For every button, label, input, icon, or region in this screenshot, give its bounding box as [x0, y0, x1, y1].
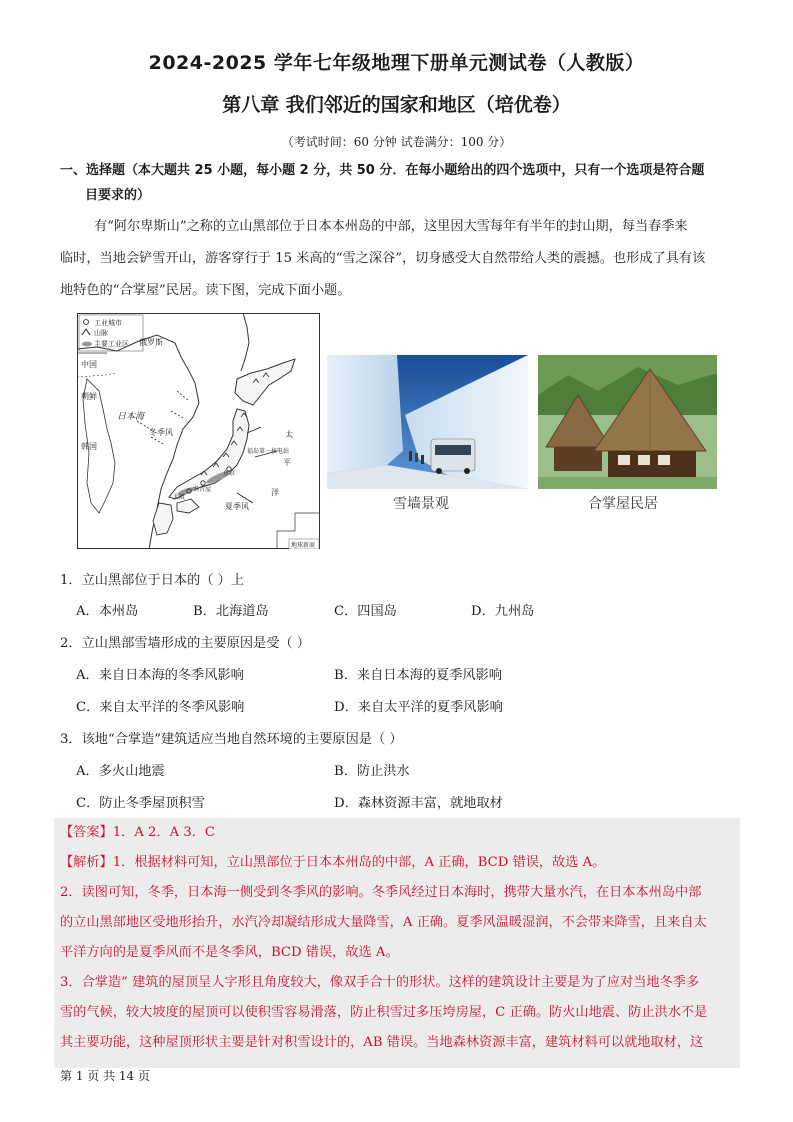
label-tokyo: 东京	[223, 470, 236, 477]
label-osaka: 大阪	[173, 494, 186, 501]
legend-industrial: 主要工业区	[94, 340, 129, 348]
reading-passage	[60, 211, 744, 307]
tourist	[421, 455, 424, 464]
label-summer-wind: 夏季风	[225, 502, 249, 511]
answer-key: 【答案】1．A 2．A 3．C	[60, 825, 216, 840]
label-russia: 俄罗斯	[139, 338, 163, 347]
q3-option-c[interactable]: C．防止冬季屋顶积雪	[76, 796, 205, 811]
q1-option-c[interactable]: C．四国岛	[334, 604, 397, 619]
q2-option-a[interactable]: A．来自日本海的冬季风影响	[76, 668, 244, 683]
chapter-subtitle: 第八章 我们邻近的国家和地区（培优卷）	[222, 94, 571, 116]
q3-option-d[interactable]: D．森林资源丰富，就地取材	[334, 796, 503, 811]
passage-line1: 有“阿尔卑斯山”之称的立山黑部位于日本本州岛的中部，这里因大雪每年有半年的封山期，每当春季来	[94, 219, 688, 234]
analysis-line: 平洋方向的是夏季风而不是冬季风，BCD 错误，故选 A。	[60, 945, 399, 960]
label-nagoya: 名古屋	[193, 486, 212, 493]
analysis-line: 其主要功能，这种屋顶形状主要是针对积雪设计的，AB 错误。当地森林资源丰富，建筑材料可以就地取材，这	[60, 1035, 704, 1050]
tourist	[409, 451, 412, 461]
answer-analysis	[60, 818, 740, 1058]
q1-option-a[interactable]: A．本州岛	[76, 604, 139, 619]
q1-option-d[interactable]: D．九州岛	[471, 604, 535, 619]
q3-option-a[interactable]: A．多火山地震	[76, 764, 165, 779]
section-heading-line1: 一、选择题（本大题共 25 小题，每小题 2 分，共 50 分．在每小题给出的四个选项中，只有一个选项是符合题	[60, 163, 705, 178]
q2-option-b[interactable]: B．来自日本海的夏季风影响	[334, 668, 502, 683]
label-sea-of-japan: 日本海	[117, 412, 145, 422]
label-winter-wind: 冬季风	[149, 428, 173, 437]
map-stamp: 地球新商	[291, 542, 316, 549]
industrial-legend-icon	[82, 342, 92, 347]
q2-option-d[interactable]: D．来自太平洋的夏季风影响	[334, 700, 503, 715]
q1-option-b[interactable]: B．北海道岛	[193, 604, 269, 619]
legend-mountain: 山脉	[94, 329, 108, 337]
label-pacific-3: 洋	[271, 488, 279, 497]
analysis-line: 雪的气候，较大坡度的屋顶可以使积雪容易滑落，防止积雪过多压垮房屋，C 正确。防火山地震、防止洪水不是	[60, 1005, 708, 1020]
question-3-stem: 3．该地“合掌造”建筑适应当地自然环境的主要原因是（ ）	[60, 732, 403, 747]
q2-option-c[interactable]: C．来自太平洋的冬季风影响	[76, 700, 245, 715]
exam-info: （考试时间：60 分钟 试卷满分：100 分）	[281, 135, 512, 149]
label-south-korea: 韩国	[81, 442, 97, 451]
gassho-house-image	[538, 355, 717, 489]
tourist	[415, 453, 418, 462]
gassho-house-photo	[538, 355, 717, 489]
snow-wall-photo	[327, 355, 528, 489]
analysis-line: 2．读图可知，冬季，日本海一侧受到冬季风的影响。冬季风经过日本海时，携带大量水汽，在日本本州岛中部	[60, 885, 702, 900]
snow-wall-caption: 雪墙景观	[393, 496, 449, 512]
section-heading-line2: 目要求的）	[85, 188, 151, 203]
analysis-line: 3．合掌造” 建筑的屋顶呈人字形且角度较大，像双手合十的形状。这样的建筑设计主要是为了应对当地冬季多	[60, 975, 700, 990]
label-pacific-1: 太	[285, 430, 293, 439]
japan-map	[77, 313, 320, 549]
japan-map-figure	[77, 313, 320, 549]
legend-city: 工业城市	[94, 319, 122, 327]
label-china: 中国	[81, 360, 97, 369]
analysis-line: 【解析】1．根据材料可知，立山黑部位于日本本州岛的中部，A 正确，BCD 错误，故选 A。	[60, 855, 606, 870]
gassho-house-caption: 合掌屋民居	[588, 496, 658, 512]
label-pacific-2: 平	[283, 458, 291, 467]
analysis-line: 的立山黑部地区受地形抬升，水汽冷却凝结形成大量降雪，A 正确。夏季风温暖湿润，不会带来降雪，且来自太	[60, 915, 707, 930]
label-north-korea: 朝鲜	[81, 392, 97, 401]
q3-option-b[interactable]: B．防止洪水	[334, 764, 410, 779]
snow-wall-image	[327, 355, 528, 489]
question-2-stem: 2．立山黑部雪墙形成的主要原因是受（ ）	[60, 636, 310, 651]
passage-line3: 地特色的“合掌屋”民居。读下图，完成下面小题。	[60, 283, 351, 298]
label-fukushima: 福岛第一核电站	[247, 448, 290, 455]
question-1-stem: 1．立山黑部位于日本的（ ）上	[60, 573, 245, 588]
exam-title: 2024-2025 学年七年级地理下册单元测试卷（人教版）	[148, 52, 645, 74]
page-number: 第 1 页 共 14 页	[60, 1069, 150, 1083]
passage-line2: 临时，当地会铲雪开山，游客穿行于 15 米高的“雪之深谷”，切身感受大自然带给人类的震撼。也形成了具有该	[60, 251, 706, 266]
section-heading	[60, 158, 750, 208]
